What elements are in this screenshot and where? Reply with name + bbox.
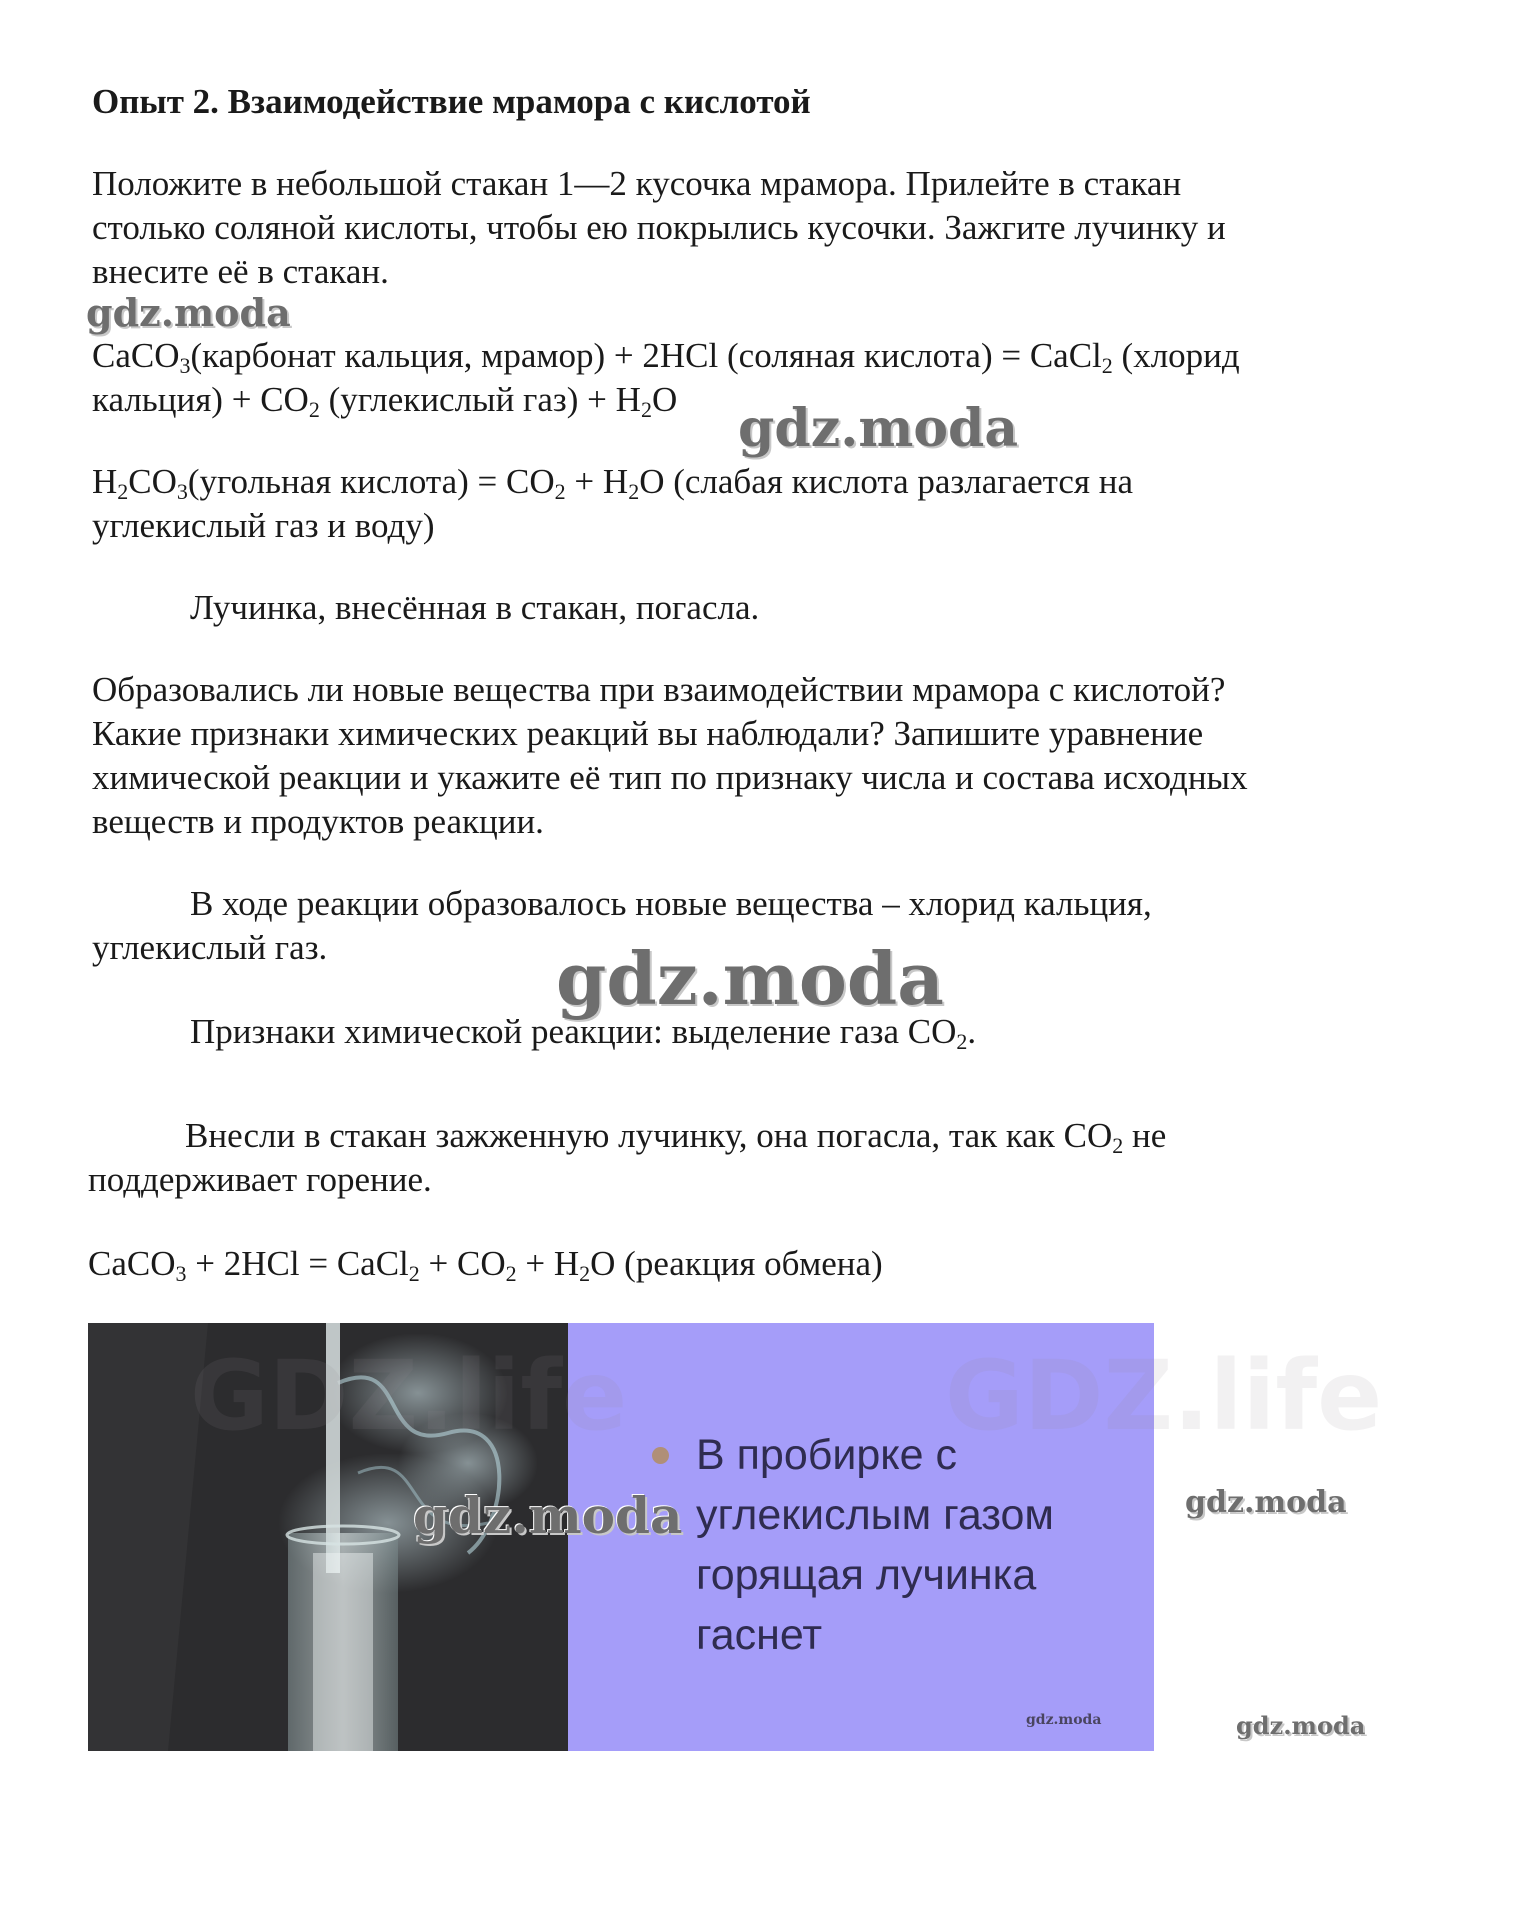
watermark-gdz-moda: gdz.moda: [413, 1486, 683, 1545]
question-line-2: Какие признаки химических реакций вы наблюдали? Запишите уравнение: [92, 714, 1204, 753]
watermark-gdz-moda: gdz.moda: [556, 936, 944, 1021]
slide-text: [696, 1425, 1136, 1665]
page-title: Опыт 2. Взаимодействие мрамора с кислотой: [92, 82, 811, 121]
intro-line-1: Положите в небольшой стакан 1—2 кусочка мрамора. Прилейте в стакан: [92, 164, 1182, 203]
equation-2-line-2: углекислый газ и воду): [92, 506, 435, 545]
watermark-gdz-moda: gdz.moda: [86, 290, 291, 335]
answer-line-1: В ходе реакции образовалось новые вещества – хлорид кальция,: [190, 884, 1152, 923]
equation-2-line-1: $H_2CO_3(угольная$ кислота) = $CO_2 + H_2O$ (слабая кислота разлагается на: [92, 462, 1134, 504]
reaction-signs: Признаки химической реакции: выделение газа $CO_2$.: [190, 1012, 977, 1054]
watermark-gdz-life: GDZ.life: [190, 1340, 628, 1452]
question-line-3: химической реакции и укажите её тип по признаку числа и состава исходных: [92, 758, 1248, 797]
watermark-gdz-moda: gdz.moda: [1185, 1485, 1347, 1520]
slide-line: гаснет: [696, 1611, 823, 1659]
watermark-gdz-moda: gdz.moda: [1236, 1711, 1366, 1740]
question-line-4: веществ и продуктов реакции.: [92, 802, 544, 841]
bullet-icon: [652, 1447, 669, 1464]
slide-line: горящая лучинка: [696, 1551, 1037, 1599]
intro-line-2: столько соляной кислоты, чтобы ею покрылись кусочки. Зажгите лучинку и: [92, 208, 1226, 247]
conclusion-line-1: Внесли в стакан зажженную лучинку, она погасла, так как $CO_2$ не: [185, 1116, 1167, 1158]
conclusion-line-2: поддерживает горение.: [88, 1160, 432, 1199]
final-equation: CaCO$_3$ + 2HCl = CaCl$_2$ + $CO_2 + H_2O$ (реакция обмена): [88, 1244, 883, 1286]
question-line-1: Образовались ли новые вещества при взаимодействии мрамора с кислотой?: [92, 670, 1226, 709]
watermark-gdz-life: GDZ.life: [945, 1340, 1383, 1452]
answer-line-2: углекислый газ.: [92, 928, 328, 967]
watermark-gdz-moda: gdz.moda: [738, 398, 1019, 459]
intro-line-3: внесите её в стакан.: [92, 252, 389, 291]
watermark-gdz-moda: gdz.moda: [1026, 1712, 1102, 1728]
equation-1-line-1: CaCO$_3$(карбонат кальция, мрамор) + 2HCl (соляная кислота) = CaCl$_2$ (хлорид: [92, 336, 1240, 378]
equation-1-line-2: кальция) + $CO_2$ (углекислый $газ) + H_2O$: [92, 380, 678, 422]
slide-line: В пробирке с: [696, 1431, 957, 1479]
observation: Лучинка, внесённая в стакан, погасла.: [190, 588, 760, 627]
slide-line: углекислым газом: [696, 1491, 1054, 1539]
